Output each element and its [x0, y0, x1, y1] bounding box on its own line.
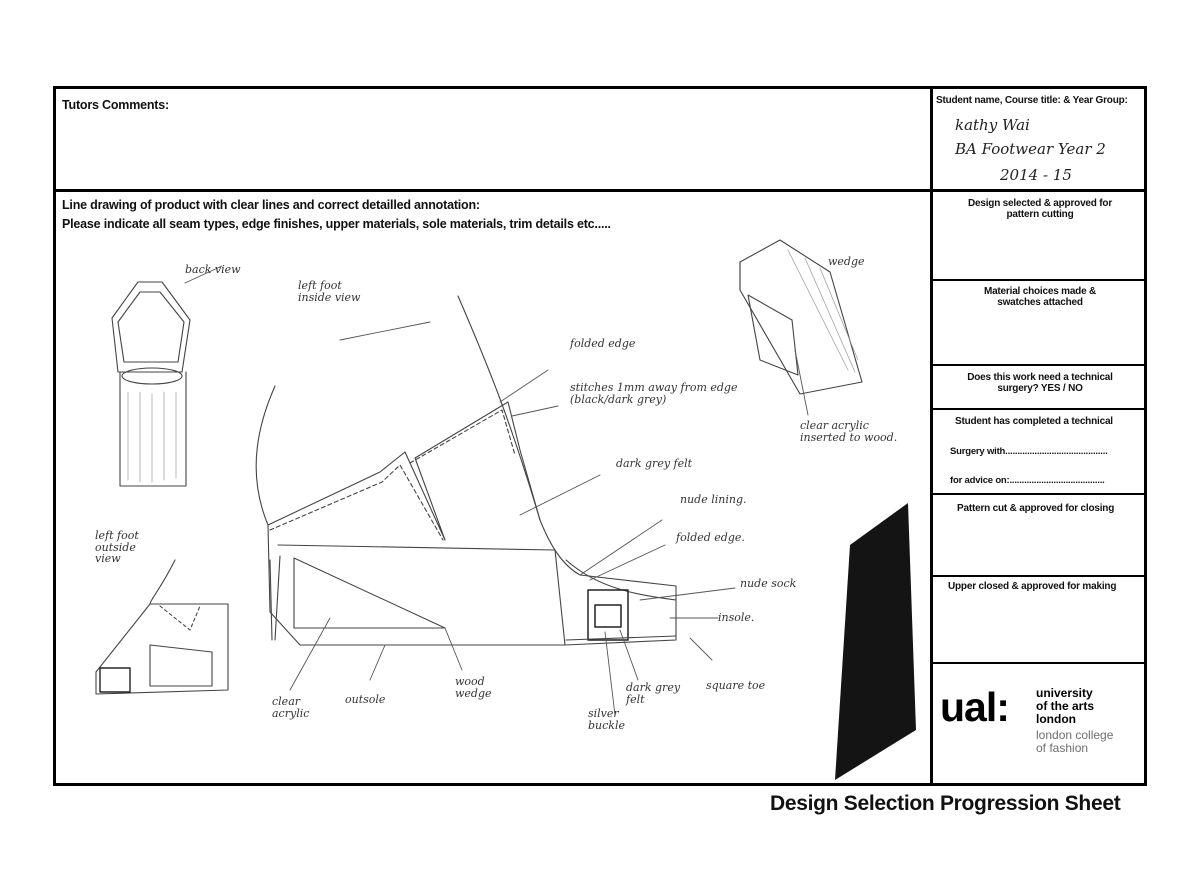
- annot-wood-wedge: wood wedge: [455, 675, 492, 700]
- sheet-title: Design Selection Progression Sheet: [770, 792, 1121, 815]
- outside-view-drawing: [96, 560, 228, 694]
- check-material-choices: Material choices made & swatches attached: [983, 286, 1097, 308]
- check-upper-closed: Upper closed & approved for making: [948, 581, 1117, 592]
- logo-line4: london college: [1036, 728, 1114, 742]
- student-name: kathy Wai: [955, 116, 1030, 134]
- annot-folded-edge-mid: folded edge.: [676, 531, 745, 544]
- check-technical-surgery: Does this work need a technical surgery? YES / NO: [967, 372, 1113, 394]
- logo-line3: london: [1036, 712, 1076, 726]
- back-view-drawing: [112, 282, 190, 486]
- ual-logo-mark: ual:: [940, 684, 1009, 730]
- tutors-comments-label: Tutors Comments:: [62, 98, 169, 112]
- drawing-heading-line1: Line drawing of product with clear lines and correct detailled annotation:: [62, 198, 480, 212]
- check-pattern-cut: Pattern cut & approved for closing: [957, 503, 1115, 514]
- annot-inside-view: left foot inside view: [298, 279, 361, 304]
- annot-back-view: back view: [185, 263, 241, 276]
- annot-silver-buckle: silver buckle: [588, 707, 625, 732]
- annot-dark-grey-felt: dark grey felt: [616, 457, 693, 470]
- student-course: BA Footwear Year 2: [955, 140, 1106, 158]
- logo-line1: university: [1036, 686, 1093, 700]
- annot-wedge: wedge: [828, 255, 865, 268]
- check-completed-technical: Student has completed a technical: [955, 416, 1113, 427]
- annot-clear-acrylic: clear acrylic: [272, 695, 310, 720]
- check-advice-on: for advice on:.......................................: [950, 475, 1105, 486]
- annot-nude-lining: nude lining.: [680, 493, 747, 506]
- annot-stitches: stitches 1mm away from edge (black/dark grey): [570, 381, 738, 406]
- annot-outside-view: left foot outside view: [95, 529, 139, 566]
- drawing-heading-line2: Please indicate all seam types, edge finishes, upper materials, sole materials, trim details etc.....: [62, 217, 611, 231]
- annot-clear-acrylic-wood: clear acrylic inserted to wood.: [800, 419, 898, 444]
- check-surgery-with: Surgery with..........................................: [950, 446, 1108, 457]
- annot-square-toe: square toe: [706, 679, 766, 692]
- logo-line5: of fashion: [1036, 741, 1089, 755]
- annot-folded-edge-top: folded edge: [570, 337, 636, 350]
- logo-line2: of the arts: [1036, 699, 1095, 713]
- annot-nude-sock: nude sock: [740, 577, 797, 590]
- check-design-selected: Design selected & approved for pattern cutting: [967, 198, 1113, 220]
- annot-dark-grey-felt-2: dark grey felt: [626, 681, 681, 706]
- student-year: 2014 - 15: [1000, 166, 1072, 184]
- student-label: Student name, Course title: & Year Group:: [936, 95, 1128, 106]
- felt-swatch: [835, 503, 916, 780]
- annot-insole: insole.: [718, 611, 755, 624]
- annot-outsole: outsole: [345, 693, 386, 706]
